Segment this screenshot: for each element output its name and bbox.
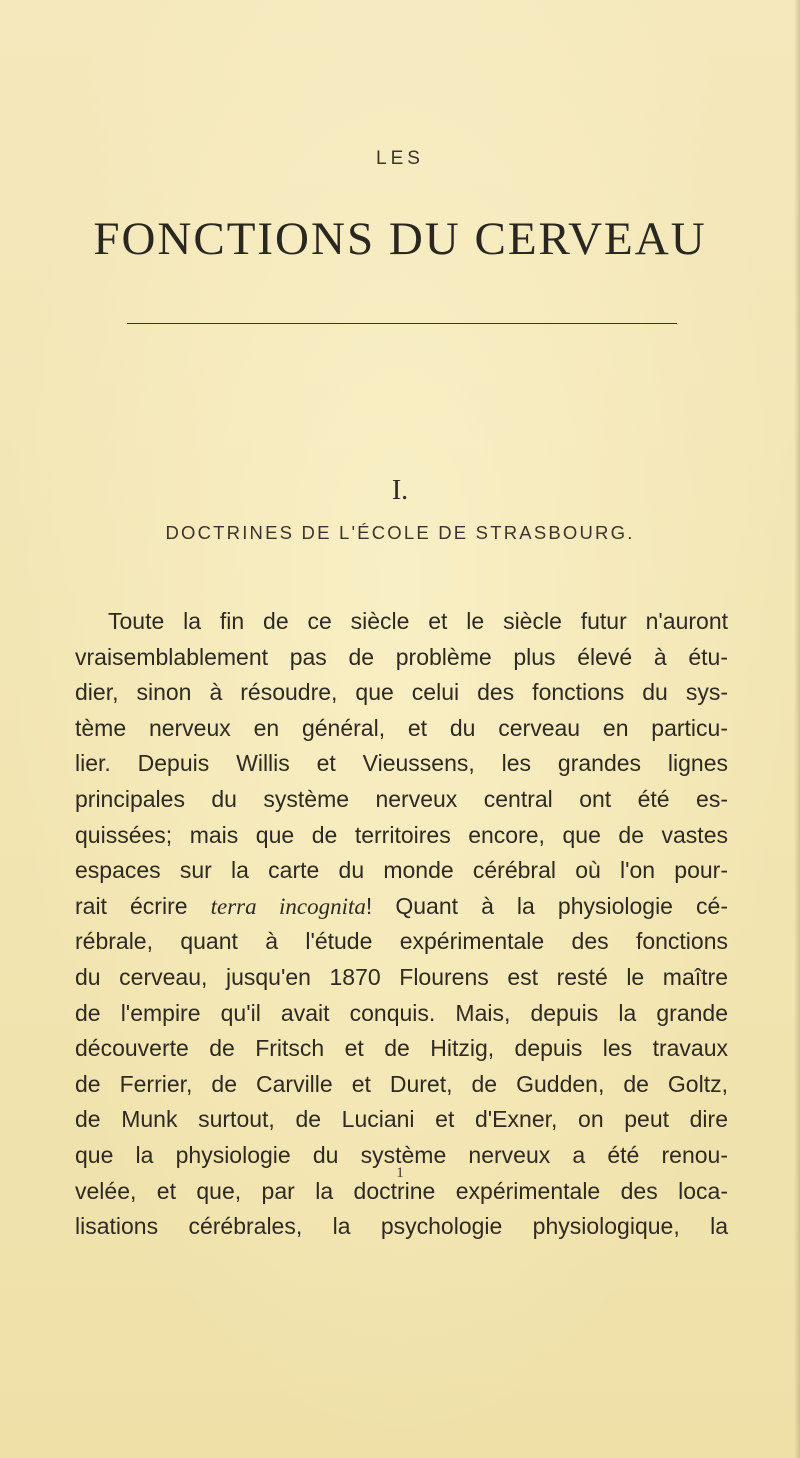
text-line: du cerveau, jusqu'en 1870 Flourens est resté le maître [75,963,728,990]
text-line: dier, sinon à résoudre, que celui des fonctions du sys- [75,679,728,706]
section-heading: DOCTRINES DE L'ÉCOLE DE STRASBOURG. [165,522,635,543]
section-number: I. [391,475,409,506]
text-line: que la physiologie du système nerveux a été renou- [75,1141,728,1168]
text-line: de Ferrier, de Carville et Duret, de Gudden, de Goltz, [75,1070,728,1097]
text-segment: rait écrire [75,892,211,919]
text-line: velée, et que, par la doctrine expérimentale des loca- [75,1177,728,1204]
page-title: FONCTIONS DU CERVEAU [93,213,707,265]
text-line: Toute la fin de ce siècle et le siècle futur n'auront [108,608,728,634]
text-line: principales du système nerveux central ont été es- [75,785,728,812]
text-line: tème nerveux en général, et du cerveau en particu- [75,714,728,741]
text-line: rébrale, quant à l'étude expérimentale des fonctions [75,928,728,955]
italic-phrase: terra incognita [210,893,366,919]
text-line: vraisemblablement pas de problème plus élevé à étu- [75,643,728,670]
text-segment: ! Quant à la physiologie cé- [365,892,728,919]
body-paragraph [75,604,728,1245]
text-line: découverte de Fritsch et de Hitzig, depuis les travaux [75,1035,728,1062]
text-line: lisations cérébrales, la psychologie physiologique, la [75,1213,728,1240]
text-line: de l'empire qu'il avait conquis. Mais, depuis la grande [75,999,728,1026]
title-divider [127,323,677,324]
text-line: de Munk surtout, de Luciani et d'Exner, on peut dire [75,1106,728,1133]
title-article: LES [376,148,424,169]
text-line: espaces sur la carte du monde cérébral où l'on pour- [75,857,728,884]
text-line-with-italic [75,889,728,925]
page-number: 1 [396,1165,404,1181]
text-line: quissées; mais que de territoires encore, que de vastes [75,821,728,848]
text-line: lier. Depuis Willis et Vieussens, les grandes lignes [75,750,728,777]
